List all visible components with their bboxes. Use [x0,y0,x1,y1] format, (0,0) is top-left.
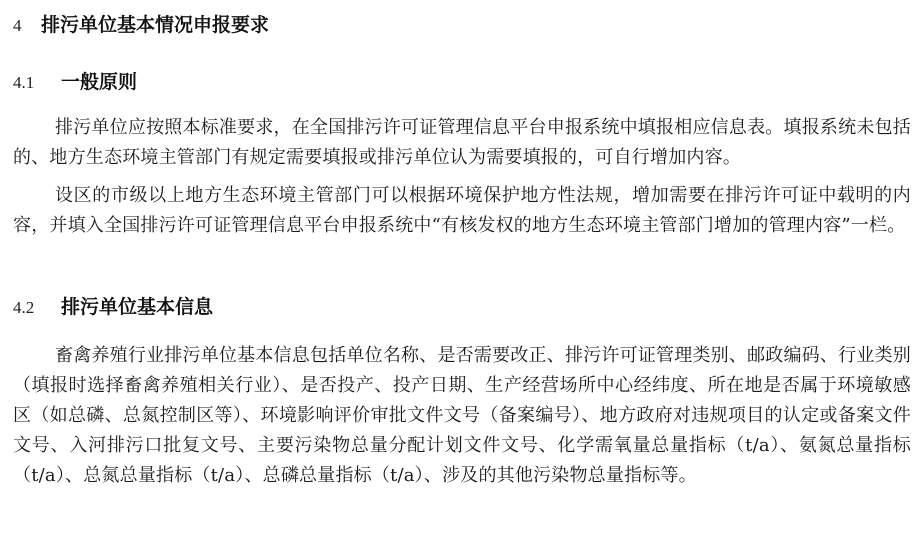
paragraph-basic-info: 畜禽养殖行业排污单位基本信息包括单位名称、是否需要改正、排污许可证管理类别、邮政编码、行业类别（填报时选择畜禽养殖相关行业）、是否投产、投产日期、生产经营场所中心经纬度、所在地是否属于环境敏感区（如总磷、总氮控制区等）、环境影响评价审批文件文号（备案编号）、地方政府对违规项目的认定或备案文件文号、入河排污口批复文号、主要污染物总量分配计划文件文号、化学需氧量总量指标（t/a）、氨氮总量指标（t/a）、总氮总量指标（t/a）、总磷总量指标（t/a）、涉及的其他污染物总量指标等。 [13,345,911,486]
subsection-number: 4.1 [13,73,35,92]
paragraph-general-principles-2: 设区的市级以上地方生态环境主管部门可以根据环境保护地方性法规，增加需要在排污许可证中载明的内容，并填入全国排污许可证管理信息平台申报系统中“有核发权的地方生态环境主管部门增加的管理内容”一栏。 [13,185,911,236]
paragraph-general-principles-1: 排污单位应按照本标准要求，在全国排污许可证管理信息平台申报系统中填报相应信息表。填报系统未包括的、地方生态环境主管部门有规定需要填报或排污单位认为需要填报的，可自行增加内容。 [13,117,911,168]
section-heading [13,10,269,37]
subsection-title: 排污单位基本信息 [61,296,214,318]
subsection-heading-general-principles [13,67,137,94]
section-number: 4 [13,16,22,35]
subsection-heading-basic-info [13,292,213,319]
subsection-title: 一般原则 [61,71,138,93]
subsection-number: 4.2 [13,298,35,317]
section-title: 排污单位基本情况申报要求 [41,14,270,36]
